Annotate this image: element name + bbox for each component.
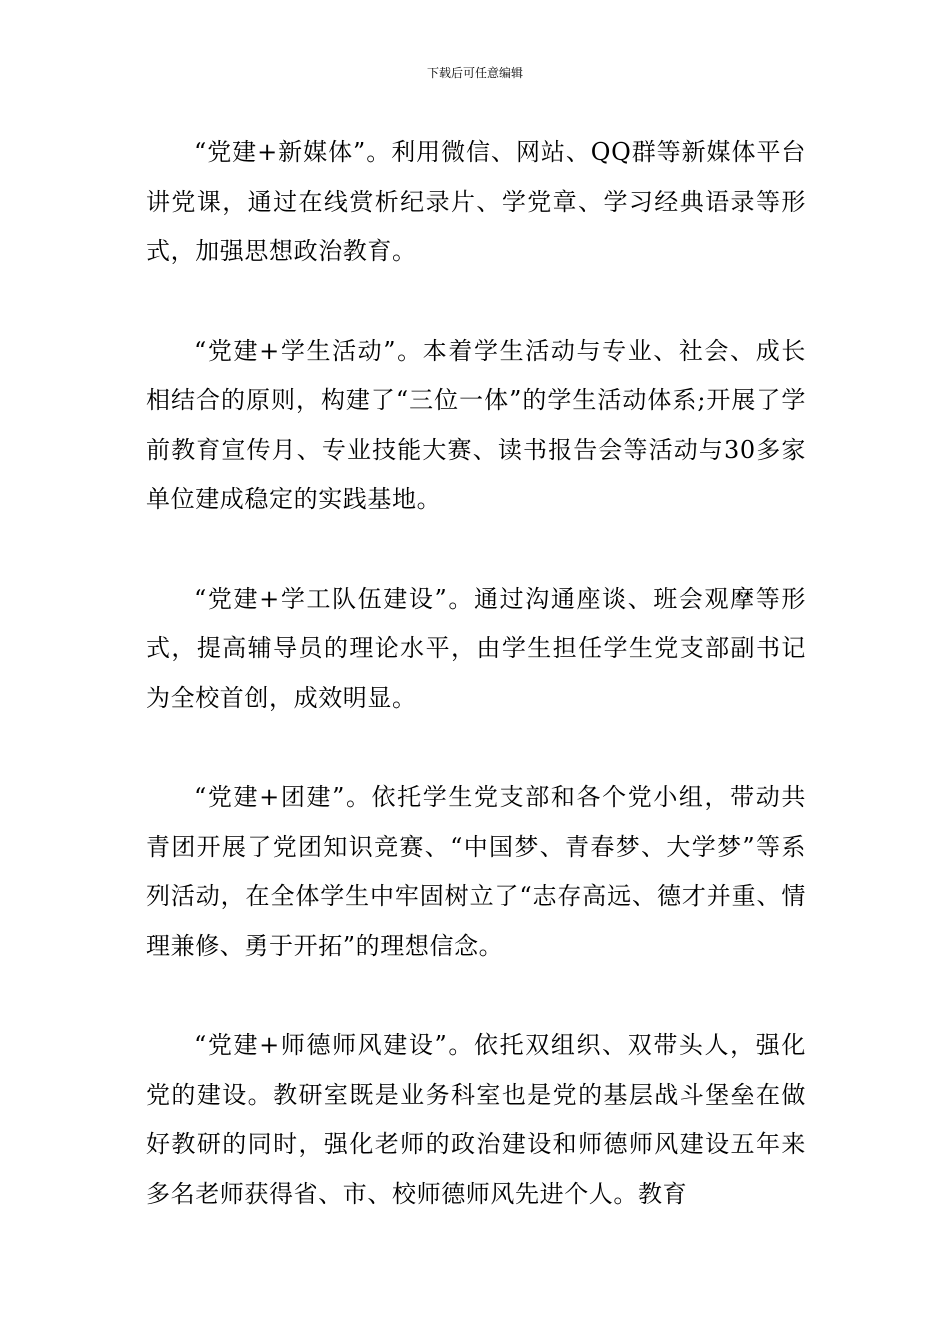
document-body	[146, 128, 806, 1269]
paragraph-student-activities: “党建+学生活动”。本着学生活动与专业、社会、成长相结合的原则，构建了“三位一体”的学生活动体系;开展了学前教育宣传月、专业技能大赛、读书报告会等活动与30多家单位建成稳定的实践基地。	[146, 336, 806, 513]
paragraph-student-work-team: “党建+学工队伍建设”。通过沟通座谈、班会观摩等形式，提高辅导员的理论水平，由学生担任学生党支部副书记为全校首创，成效明显。	[146, 584, 806, 712]
paragraph-new-media: “党建+新媒体”。利用微信、网站、QQ群等新媒体平台讲党课，通过在线赏析纪录片、学党章、学习经典语录等形式，加强思想政治教育。	[146, 138, 806, 265]
paragraph-teacher-ethics: “党建+师德师风建设”。依托双组织、双带头人，强化党的建设。教研室既是业务科室也是党的基层战斗堡垒在做好教研的同时，强化老师的政治建设和师德师风建设五年来多名老师获得省、市、校师德师风先进个人。教育	[146, 1031, 806, 1208]
page-header: 下载后可任意编辑	[426, 66, 523, 80]
paragraph-youth-league: “党建+团建”。依托学生党支部和各个党小组，带动共青团开展了党团知识竞赛、“中国梦、青春梦、大学梦”等系列活动，在全体学生中牢固树立了“志存高远、德才并重、情理兼修、勇于开拓”的理想信念。	[146, 783, 806, 960]
